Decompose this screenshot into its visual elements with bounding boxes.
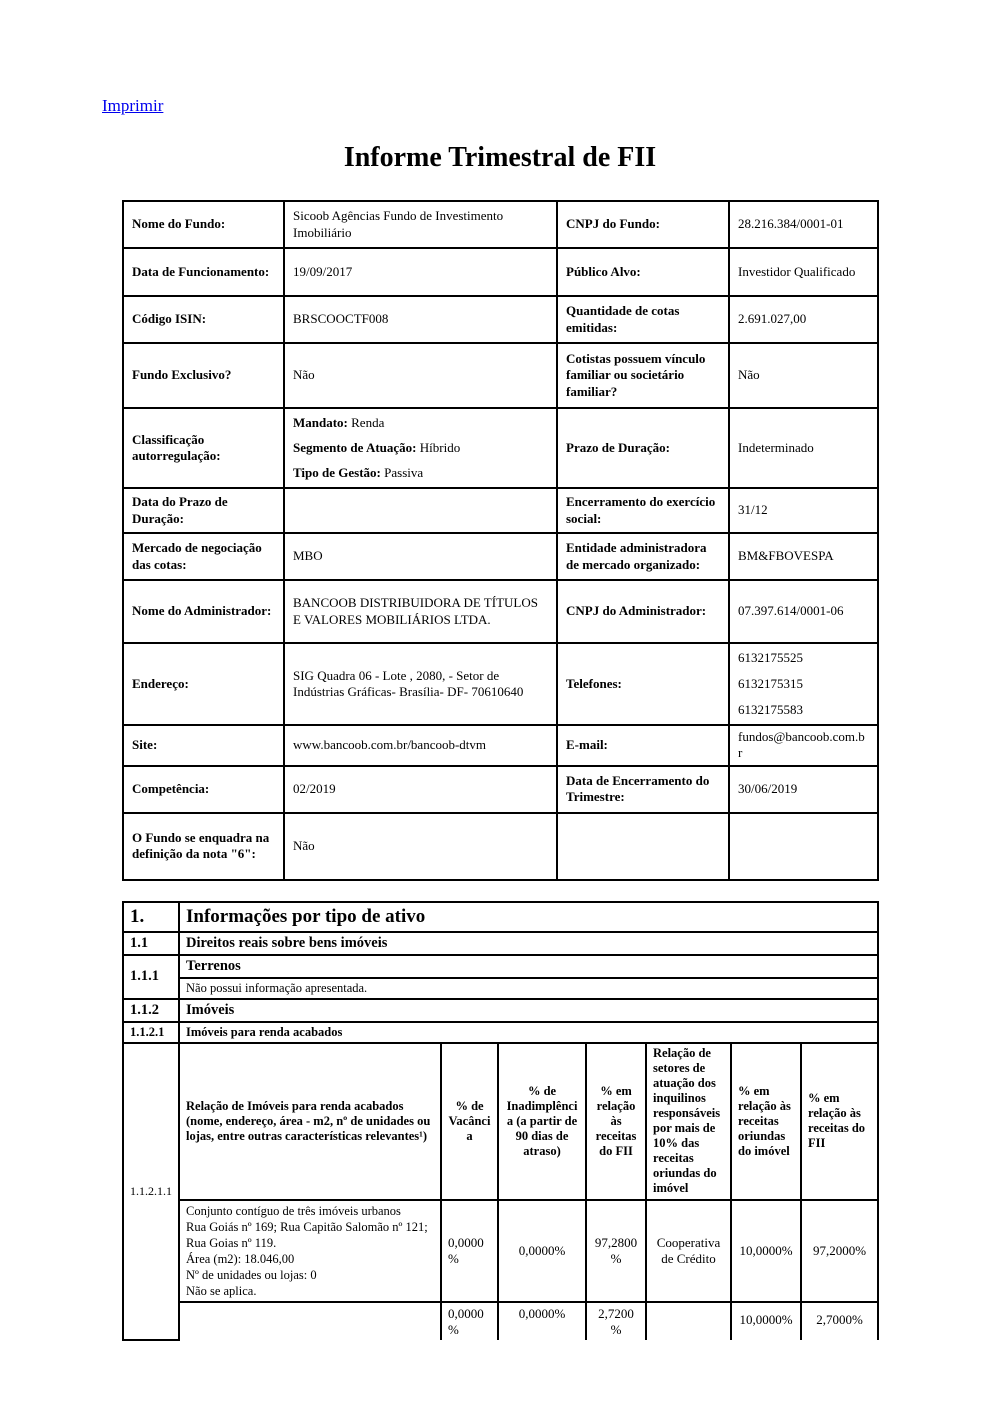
field-value: [284, 488, 557, 533]
section-number: 1.1.2.1: [123, 1022, 179, 1043]
sub-value: Passiva: [384, 465, 424, 481]
asset-info-table: [122, 901, 879, 1341]
field-label: O Fundo se enquadra na definição da nota "6":: [123, 813, 284, 880]
field-value: 2.691.027,00: [729, 296, 878, 343]
field-value: Indeterminado: [729, 408, 878, 488]
classification-line: [293, 465, 548, 481]
sector-value: Cooperativa de Crédito: [646, 1200, 731, 1302]
fund-row-site: [123, 725, 878, 766]
section-row-1: [123, 902, 878, 932]
fund-row-competencia: [123, 766, 878, 813]
field-value: BM&FBOVESPA: [729, 533, 878, 580]
field-label: Classificação autorregulação:: [123, 408, 284, 488]
field-value: [284, 408, 557, 488]
vacancy-value: 0,0000%: [441, 1302, 498, 1340]
section-title: Imóveis para renda acabados: [179, 1022, 878, 1043]
field-value: [729, 643, 878, 725]
field-label: Entidade administradora de mercado organizado:: [557, 533, 729, 580]
field-value: 02/2019: [284, 766, 557, 813]
fund-row-prazo: [123, 488, 878, 533]
property-description: [179, 1200, 441, 1302]
field-value: 31/12: [729, 488, 878, 533]
field-value: Sicoob Agências Fundo de Investimento Imobiliário: [284, 201, 557, 248]
fund-row-nota6: [123, 813, 878, 880]
description-line: Não se aplica.: [186, 1283, 257, 1298]
pct-fii-revenue-value: 2,7200%: [586, 1302, 646, 1340]
section-row-1-1-2: [123, 999, 878, 1022]
field-label: [557, 813, 729, 880]
fund-row-nome: [123, 201, 878, 248]
vacancy-value: 0,0000%: [441, 1200, 498, 1302]
field-label: Quantidade de cotas emitidas:: [557, 296, 729, 343]
header-property: Relação de Imóveis para renda acabados (nome, endereço, área - m2, nº de unidades ou lojas, entre outras características relevantes¹): [179, 1043, 441, 1200]
section-row-1-1-1: [123, 955, 878, 978]
description-line: Rua Goiás nº 169; Rua Capitão Salomão nº 121; Rua Goias nº 119.: [186, 1219, 428, 1250]
header-pct-property-revenue: % em relação às receitas oriundas do imóvel: [731, 1043, 801, 1200]
fund-row-endereco: [123, 643, 878, 725]
pct-fii-revenue-2-value: 2,7000%: [801, 1302, 878, 1340]
section-number: 1.1: [123, 932, 179, 955]
fund-row-administrador: [123, 580, 878, 643]
fund-row-data-funcionamento: [123, 248, 878, 296]
section-title: Terrenos: [179, 955, 878, 978]
pct-property-revenue-value: 10,0000%: [731, 1302, 801, 1340]
description-line: Área (m2): 18.046,00: [186, 1251, 295, 1266]
sub-value: Renda: [351, 414, 385, 430]
fund-row-exclusivo: [123, 343, 878, 408]
classification-line: [293, 440, 548, 456]
field-value: BRSCOOCTF008: [284, 296, 557, 343]
field-label: Data de Funcionamento:: [123, 248, 284, 296]
fund-row-classificacao: [123, 408, 878, 488]
field-value: 28.216.384/0001-01: [729, 201, 878, 248]
description-line: Nº de unidades ou lojas: 0: [186, 1267, 317, 1282]
fund-row-mercado: [123, 533, 878, 580]
section-title: Direitos reais sobre bens imóveis: [179, 932, 878, 955]
field-label: Data de Encerramento do Trimestre:: [557, 766, 729, 813]
default-rate-value: 0,0000%: [498, 1200, 586, 1302]
field-value: SIG Quadra 06 - Lote , 2080, - Setor de Indústrias Gráficas- Brasília- DF- 70610640: [284, 643, 557, 725]
pct-property-revenue-value: 10,0000%: [731, 1200, 801, 1302]
section-number: 1.1.2.1.1: [123, 1043, 179, 1340]
sub-value: Híbrido: [419, 439, 461, 455]
fund-row-isin: [123, 296, 878, 343]
field-label: Nome do Fundo:: [123, 201, 284, 248]
section-title: Imóveis: [179, 999, 878, 1022]
classification-line: [293, 415, 548, 431]
field-value: 30/06/2019: [729, 766, 878, 813]
section-title: Informações por tipo de ativo: [179, 902, 878, 932]
description-line: Conjunto contíguo de três imóveis urbanos: [186, 1203, 401, 1218]
phone-number: 6132175525: [738, 649, 803, 665]
sub-label: Mandato:: [293, 414, 348, 430]
field-value: fundos@bancoob.com.br: [729, 725, 878, 766]
phone-number: 6132175583: [738, 702, 803, 718]
property-description: [179, 1302, 441, 1340]
field-label: Data do Prazo de Duração:: [123, 488, 284, 533]
field-value: Não: [284, 813, 557, 880]
section-number: 1.1.1: [123, 955, 179, 999]
field-label: Público Alvo:: [557, 248, 729, 296]
phone-number: 6132175315: [738, 675, 803, 691]
page-title: Informe Trimestral de FII: [343, 142, 657, 173]
field-label: Fundo Exclusivo?: [123, 343, 284, 408]
field-label: Endereço:: [123, 643, 284, 725]
field-label: E-mail:: [557, 725, 729, 766]
print-link[interactable]: Imprimir: [102, 96, 164, 115]
section-row-1-1-2-1: [123, 1022, 878, 1043]
field-label: Telefones:: [557, 643, 729, 725]
field-label: Site:: [123, 725, 284, 766]
field-value: www.bancoob.com.br/bancoob-dtvm: [284, 725, 557, 766]
field-value: 07.397.614/0001-06: [729, 580, 878, 643]
field-value: BANCOOB DISTRIBUIDORA DE TÍTULOS E VALORES MOBILIÁRIOS LTDA.: [284, 580, 557, 643]
field-value: Investidor Qualificado: [729, 248, 878, 296]
fund-info-table: [122, 200, 879, 881]
field-label: Competência:: [123, 766, 284, 813]
pct-fii-revenue-value: 97,2800%: [586, 1200, 646, 1302]
field-label: CNPJ do Fundo:: [557, 201, 729, 248]
header-default-rate: % de Inadimplência (a partir de 90 dias de atraso): [498, 1043, 586, 1200]
no-info-note: Não possui informação apresentada.: [179, 978, 878, 999]
sub-label: Segmento de Atuação:: [293, 439, 417, 455]
header-pct-fii-revenue: % em relação às receitas do FII: [586, 1043, 646, 1200]
header-vacancy: % de Vacância: [441, 1043, 498, 1200]
field-value: Não: [729, 343, 878, 408]
field-label: Mercado de negociação das cotas:: [123, 533, 284, 580]
field-label: Prazo de Duração:: [557, 408, 729, 488]
field-value: [729, 813, 878, 880]
section-number: 1.1.2: [123, 999, 179, 1022]
field-label: CNPJ do Administrador:: [557, 580, 729, 643]
pct-fii-revenue-2-value: 97,2000%: [801, 1200, 878, 1302]
section-note-row: [123, 978, 878, 999]
field-label: Encerramento do exercício social:: [557, 488, 729, 533]
field-label: Código ISIN:: [123, 296, 284, 343]
default-rate-value: 0,0000%: [498, 1302, 586, 1340]
section-number: 1.: [123, 902, 179, 932]
header-pct-fii-revenue-2: % em relação às receitas do FII: [801, 1043, 878, 1200]
asset-row: [123, 1302, 878, 1340]
section-row-1-1: [123, 932, 878, 955]
asset-header-row: [123, 1043, 878, 1200]
sector-value: [646, 1302, 731, 1340]
header-sectors: Relação de setores de atuação dos inquilinos responsáveis por mais de 10% das receitas oriundas do imóvel: [646, 1043, 731, 1200]
field-label: Nome do Administrador:: [123, 580, 284, 643]
field-label: Cotistas possuem vínculo familiar ou societário familiar?: [557, 343, 729, 408]
field-value: 19/09/2017: [284, 248, 557, 296]
field-value: MBO: [284, 533, 557, 580]
field-value: Não: [284, 343, 557, 408]
sub-label: Tipo de Gestão:: [293, 465, 381, 481]
asset-row: [123, 1200, 878, 1302]
